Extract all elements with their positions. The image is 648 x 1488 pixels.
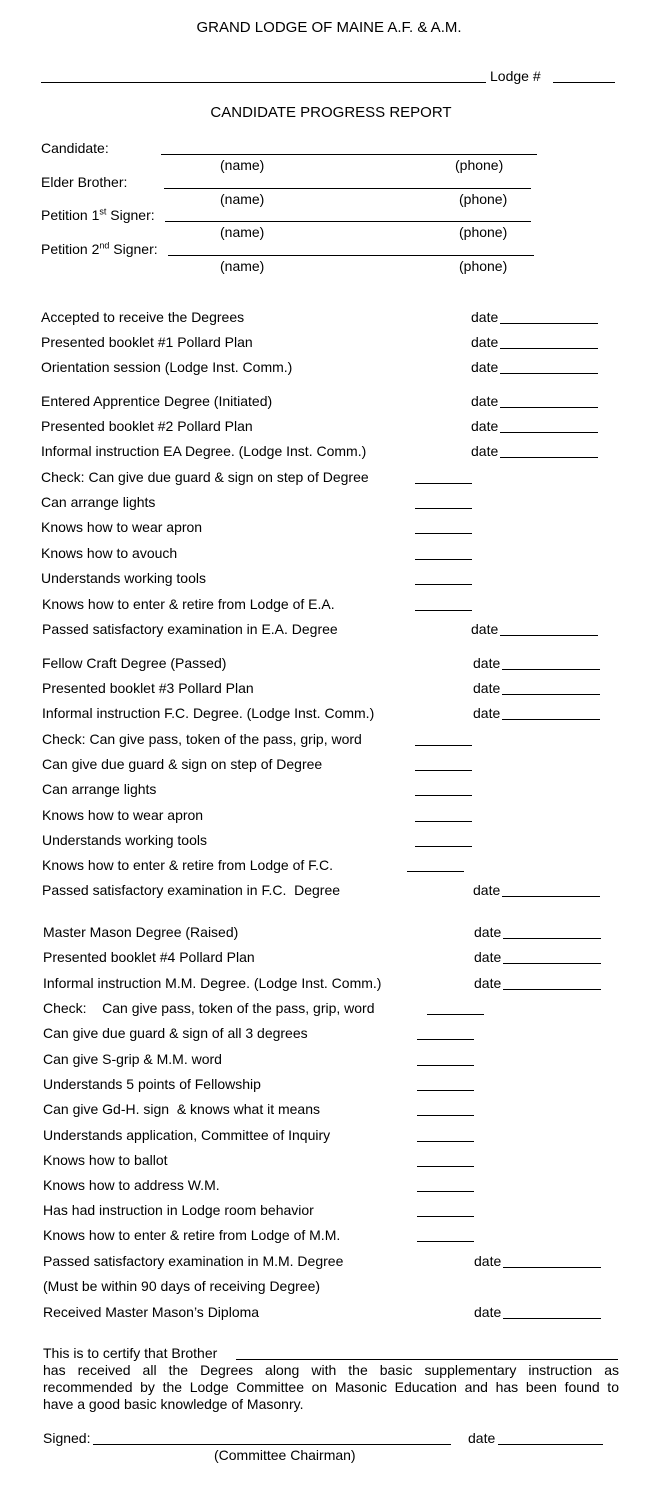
check-mark-field[interactable]: [427, 1014, 484, 1015]
item-label: Received Master Mason’s Diploma: [43, 1304, 260, 1320]
date-label: date: [473, 680, 501, 696]
date-label: date: [474, 924, 502, 940]
date-field[interactable]: [503, 1267, 601, 1268]
date-label: date: [471, 359, 499, 375]
item-label: Knows how to wear apron: [42, 807, 204, 823]
report-title: CANDIDATE PROGRESS REPORT: [210, 104, 452, 121]
check-mark-field[interactable]: [417, 1241, 474, 1242]
item-label: Informal instruction EA Degree. (Lodge Inst. Comm.): [41, 443, 367, 459]
name-caption: (name): [220, 258, 265, 274]
date-field[interactable]: [500, 373, 598, 374]
item-label: Understands 5 points of Fellowship: [43, 1076, 261, 1092]
check-mark-field[interactable]: [415, 533, 472, 534]
item-label: Presented booklet #4 Pollard Plan: [43, 949, 255, 965]
item-label: Knows how to avouch: [41, 545, 178, 561]
date-field[interactable]: [500, 457, 598, 458]
date-label: date: [471, 334, 499, 350]
check-mark-field[interactable]: [417, 1039, 474, 1040]
item-label: Knows how to address W.M.: [43, 1177, 220, 1193]
lodge-name-field[interactable]: [41, 82, 486, 83]
brother-name-field[interactable]: [236, 1359, 618, 1360]
org-title: GRAND LODGE OF MAINE A.F. & A.M.: [196, 19, 462, 36]
date-field[interactable]: [500, 348, 598, 349]
item-label: Presented booklet #3 Pollard Plan: [42, 680, 254, 696]
item-label: Check: Can give pass, token of the pass, grip, word: [43, 1000, 375, 1016]
date-field[interactable]: [502, 694, 600, 695]
check-mark-field[interactable]: [415, 821, 472, 822]
date-field[interactable]: [503, 938, 601, 939]
item-label: Knows how to wear apron: [41, 519, 203, 535]
name-caption: (name): [220, 191, 265, 207]
signature-date-field[interactable]: [498, 1444, 603, 1445]
check-mark-field[interactable]: [417, 1216, 474, 1217]
contact-label: Petition 1st Signer:: [41, 206, 155, 223]
item-label: Presented booklet #1 Pollard Plan: [41, 334, 253, 350]
date-field[interactable]: [500, 323, 598, 324]
certify-text-line-2: has received all the Degrees along with the basic supplementary instruction as: [43, 1362, 619, 1378]
phone-caption: (phone): [459, 191, 508, 207]
date-label: date: [471, 393, 499, 409]
item-label: Can arrange lights: [42, 781, 157, 797]
lodge-number-field[interactable]: [553, 82, 615, 83]
item-label: Accepted to receive the Degrees: [41, 309, 245, 325]
check-mark-field[interactable]: [415, 483, 472, 484]
contact-entry-field[interactable]: [168, 255, 534, 256]
item-label: Passed satisfactory examination in E.A. Degree: [42, 621, 338, 637]
check-mark-field[interactable]: [415, 584, 472, 585]
item-label: Understands working tools: [41, 570, 206, 586]
item-label: (Must be within 90 days of receiving Degree): [43, 1278, 321, 1294]
item-label: Informal instruction M.M. Degree. (Lodge Inst. Comm.): [43, 975, 382, 991]
item-label: Understands working tools: [42, 832, 207, 848]
item-label: Check: Can give due guard & sign on step of Degree: [41, 469, 369, 485]
item-label: Can give S-grip & M.M. word: [43, 1051, 222, 1067]
date-label: date: [471, 418, 499, 434]
contact-entry-field[interactable]: [164, 188, 531, 189]
date-label: date: [473, 882, 501, 898]
date-field[interactable]: [503, 963, 601, 964]
check-mark-field[interactable]: [417, 1141, 474, 1142]
item-label: Understands application, Committee of Inquiry: [43, 1127, 331, 1143]
contact-label: Elder Brother:: [41, 174, 128, 190]
check-mark-field[interactable]: [415, 508, 472, 509]
item-label: Can give due guard & sign on step of Degree: [42, 756, 323, 772]
date-label: date: [474, 1253, 502, 1269]
signature-field[interactable]: [93, 1444, 451, 1445]
check-mark-field[interactable]: [417, 1166, 474, 1167]
item-label: Can give Gd-H. sign & knows what it means: [43, 1101, 321, 1117]
item-label: Check: Can give pass, token of the pass, grip, word: [42, 731, 362, 747]
contact-label: Petition 2nd Signer:: [41, 240, 158, 257]
phone-caption: (phone): [459, 258, 508, 274]
contact-entry-field[interactable]: [165, 221, 531, 222]
check-mark-field[interactable]: [415, 795, 472, 796]
check-mark-field[interactable]: [407, 871, 464, 872]
date-label: date: [473, 705, 501, 721]
item-label: Fellow Craft Degree (Passed): [42, 655, 227, 671]
contact-entry-field[interactable]: [161, 154, 537, 155]
lodge-number-label: Lodge #: [490, 68, 541, 84]
signed-label: Signed:: [43, 1430, 91, 1446]
check-mark-field[interactable]: [415, 846, 472, 847]
item-label: Can arrange lights: [41, 494, 156, 510]
phone-caption: (phone): [455, 157, 504, 173]
item-label: Master Mason Degree (Raised): [43, 924, 239, 940]
date-field[interactable]: [503, 989, 601, 990]
date-label: date: [474, 975, 502, 991]
date-field[interactable]: [500, 635, 598, 636]
item-label: Knows how to ballot: [43, 1152, 168, 1168]
certify-text-line-4: have a good basic knowledge of Masonry.: [43, 1396, 304, 1412]
name-caption: (name): [220, 224, 265, 240]
item-label: Passed satisfactory examination in M.M. Degree: [43, 1253, 344, 1269]
item-label: Entered Apprentice Degree (Initiated): [41, 393, 273, 409]
item-label: Presented booklet #2 Pollard Plan: [41, 418, 253, 434]
item-label: Knows how to enter & retire from Lodge of E.A.: [42, 596, 335, 612]
date-field[interactable]: [502, 896, 600, 897]
check-mark-field[interactable]: [415, 559, 472, 560]
item-label: Knows how to enter & retire from Lodge of F.C.: [42, 857, 334, 873]
certify-text-line-3: recommended by the Lodge Committee on Masonic Education and has been found to: [43, 1379, 619, 1395]
item-label: Has had instruction in Lodge room behavior: [43, 1202, 314, 1218]
date-field[interactable]: [503, 1318, 601, 1319]
phone-caption: (phone): [459, 224, 508, 240]
item-label: Orientation session (Lodge Inst. Comm.): [41, 359, 293, 375]
date-label: date: [474, 949, 502, 965]
name-caption: (name): [220, 157, 265, 173]
contact-label: Candidate:: [41, 140, 109, 156]
item-label: Informal instruction F.C. Degree. (Lodge Inst. Comm.): [42, 705, 375, 721]
check-mark-field[interactable]: [417, 1065, 474, 1066]
date-field[interactable]: [500, 407, 598, 408]
date-label: date: [473, 655, 501, 671]
date-field[interactable]: [502, 719, 600, 720]
committee-chairman-caption: (Committee Chairman): [214, 1447, 356, 1463]
check-mark-field[interactable]: [415, 610, 472, 611]
date-field[interactable]: [500, 432, 598, 433]
signature-date-label: date: [468, 1430, 496, 1446]
check-mark-field[interactable]: [415, 770, 472, 771]
check-mark-field[interactable]: [417, 1191, 474, 1192]
date-label: date: [471, 621, 499, 637]
item-label: Can give due guard & sign of all 3 degrees: [43, 1025, 308, 1041]
date-field[interactable]: [502, 669, 600, 670]
date-label: date: [474, 1304, 502, 1320]
item-label: Passed satisfactory examination in F.C. Degree: [42, 882, 341, 898]
check-mark-field[interactable]: [417, 1090, 474, 1091]
date-label: date: [471, 443, 499, 459]
check-mark-field[interactable]: [417, 1115, 474, 1116]
certify-text-line-1: This is to certify that Brother: [43, 1345, 218, 1361]
date-label: date: [471, 309, 499, 325]
check-mark-field[interactable]: [415, 745, 472, 746]
item-label: Knows how to enter & retire from Lodge of M.M.: [43, 1227, 341, 1243]
